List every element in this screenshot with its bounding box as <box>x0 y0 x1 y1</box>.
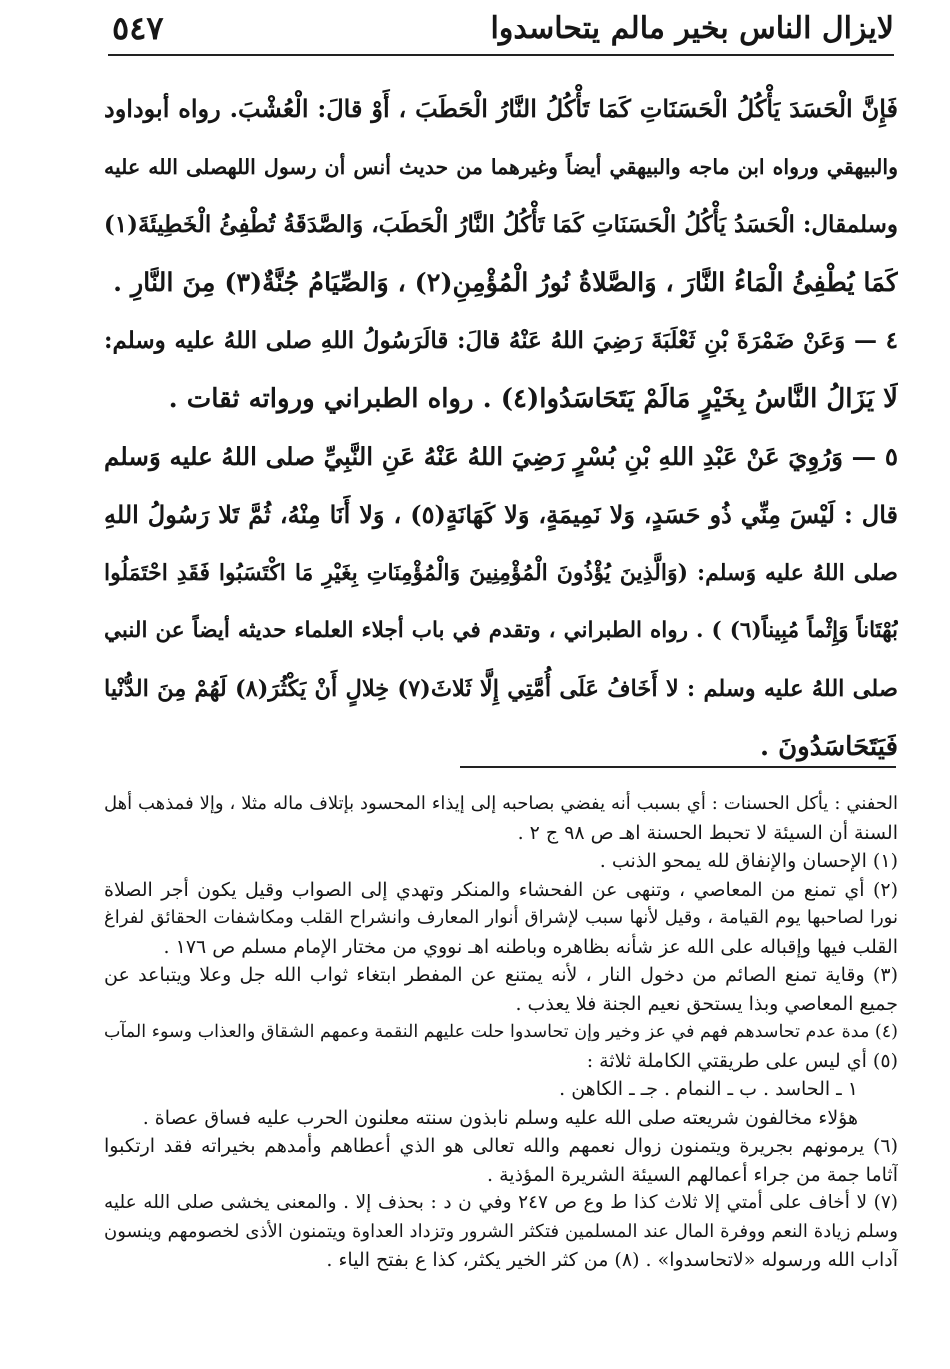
text-line: فَإِنَّ الْحَسَدَ يَأْكُلُ الْحَسَنَاتِ كَمَا تَأْكُلُ النَّارُ الْحَطَبَ ، أَوْ قالَ: الْعُشْبَ. رواه أبوداود <box>104 94 898 123</box>
footnote-5-list: ١ ـ الحاسد . ب ـ النمام . جـ ـ الكاهن . <box>559 1078 858 1100</box>
text-line: صلى اللهُ عليه وَسلم: (وَالَّذِينَ يُؤْذُونَ الْمُؤْمِنِينَ وَالْمُؤْمِنَاتِ بِغَيْرِ مَا اكْتَسَبُوا فَقَدِ احْتَمَلُوا <box>104 560 898 586</box>
text-line: صلى اللهُ عليه وسلم : لا أَخَافُ عَلَى أُمَّتِي إِلَّا ثَلاثَ(٧) خِلالٍ أَنْ يَكْثُرَ(٨) لَهُمْ مِنَ الدُّنْيا <box>104 676 898 702</box>
footnote-4: (٤) مدة عدم تحاسدهم فهم في عز وخير وإن تحاسدوا حلت عليهم النقمة وعمهم الشقاق والعذاب وسوء المآب <box>104 1022 898 1042</box>
footnote-7: (٧) لا أخاف على أمتي إلا ثلاث كذا ط وع ص ٢٤٧ وفي ن د : بحذف إلا . والمعنى يخشى صلى الله عليه <box>104 1192 898 1213</box>
page-number: ٥٤٧ <box>112 9 164 47</box>
header-title: لايزال الناس بخير مالم يتحاسدوا <box>490 11 894 46</box>
footnote-5: (٥) أي ليس على طريقتي الكاملة ثلاثة : <box>586 1049 898 1072</box>
footnote-3: (٣) وقاية تمنع الصائم من دخول النار ، لأنه يمتنع عن المفطر ابتغاء ثواب الله جل وعلا ويتباعد عن <box>104 964 898 986</box>
text-line: قال : لَيْسَ مِنِّي ذُو حَسَدٍ، وَلا نَمِيمَةٍ، وَلا كَهَانَةٍ(٥) ، وَلا أَنَا مِنْهُ، ثُمَّ تَلا رَسُولُ اللهِ <box>104 500 898 529</box>
text-line: كَمَا يُطْفِئُ الْمَاءُ النَّارَ ، وَالصَّلاةُ نُورُ الْمُؤْمِنِ(٢) ، وَالصِّيَامُ جُنَّةٌ(٣) مِنَ النَّارِ . <box>113 268 898 298</box>
footnote-2: (٢) أي تمنع من المعاصي ، وتنهى عن الفحشاء والمنكر وتهدي إلى الصواب وقيل يكون أجر الصلاة <box>104 878 898 901</box>
header-rule <box>108 54 894 56</box>
footnote-line: الحفني : يأكل الحسنات : أي بسبب أنه يفضي بصاحبه إلى إيذاء المحسود بإتلاف ماله مثلا ، وإلا فمذهب أهل <box>104 793 898 814</box>
footnote-separator <box>460 766 896 768</box>
footnote-8: آداب الله ورسوله «لاتحاسدوا» . (٨) من كثر الخير يكثر، كذا ع بفتح الياء . <box>326 1249 898 1271</box>
footnote-line: نورا لصاحبها يوم القيامة ، وقيل لأنها سبب لإشراق أنوار المعارف وانشراح القلب ومكاشفات الحقائق لفراغ <box>104 907 898 928</box>
text-line: وسلمقال: الْحَسَدُ يَأْكُلُ الْحَسَنَاتِ كَمَا تَأْكُلُ النَّارُ الْحَطَبَ، وَالصَّدَقَةُ تُطْفِئُ الْخَطِيئَةَ(١) <box>104 211 898 238</box>
text-line: لَا يَزَالُ النَّاسُ بِخَيْرٍ مَالَمْ يَتَحَاسَدُوا(٤) . رواه الطبراني ورواته ثقات . <box>168 384 898 414</box>
text-line: بُهْتَاناً وَإِثْماً مُبِيناً(٦) ) . رواه الطبراني ، وتقدم في باب أجلاء العلماء حديثه أيضاً عن النبي <box>104 618 898 643</box>
footnote-line: وسلم زيادة النعم ووفرة المال عند المسلمين فتكثر الشرور وتزداد العداوة ويتمنون الأذى لخصومهم وينسون <box>104 1220 898 1242</box>
footnote-line: هؤلاء مخالفون شريعته صلى الله عليه وسلم نابذون سنته معلنون الحرب عليه فساق عصاة . <box>142 1106 858 1129</box>
footnote-line: القلب فيها وإقباله على الله عز شأنه بظاهره وباطنه اهـ نووي من مختار الإمام مسلم ص ١٧٦ . <box>163 935 898 958</box>
text-line: فَيَتَحَاسَدُونَ . <box>759 732 898 762</box>
text-line: والبيهقي ورواه ابن ماجه والبيهقي أيضاً وغيرهما من حديث أنس أن رسول اللهصلى الله عليه <box>104 155 898 179</box>
footnote-6: (٦) يرمونهم بجريرة ويتمنون زوال نعمهم والله تعالى هو الذي أعطاهم وأمدهم بخيراته فقد ارتكبوا <box>104 1135 898 1157</box>
main-text <box>104 80 898 776</box>
footnote-line: جميع المعاصي وبذا يستحق نعيم الجنة فلا يعذب . <box>515 992 898 1015</box>
hadith-5-line: ٥ — وَرُوِيَ عَنْ عَبْدِ اللهِ بْنِ بُسْرٍ رَضِيَ اللهُ عَنْهُ عَنِ النَّبِيِّ صلى اللهُ عليه وَسلم <box>104 442 898 471</box>
footnote-line: السنة أن السيئة لا تحبط الحسنة اهـ ص ٩٨ ج ٢ . <box>517 821 898 844</box>
footnote-line: آثاما جمة من جراء أعمالهم السيئة الشريرة المؤذية . <box>487 1163 898 1186</box>
footnotes <box>104 790 898 1275</box>
footnote-1: (١) الإحسان والإنفاق لله يمحو الذنب . <box>599 850 898 872</box>
hadith-4-line: ٤ — وَعَنْ ضَمْرَةَ بْنِ ثَعْلَبَةَ رَضِيَ اللهُ عَنْهُ قالَ: قالَرَسُولُ اللهِ صلى اللهُ عليه وسلم: <box>104 327 898 354</box>
running-header <box>108 6 898 52</box>
